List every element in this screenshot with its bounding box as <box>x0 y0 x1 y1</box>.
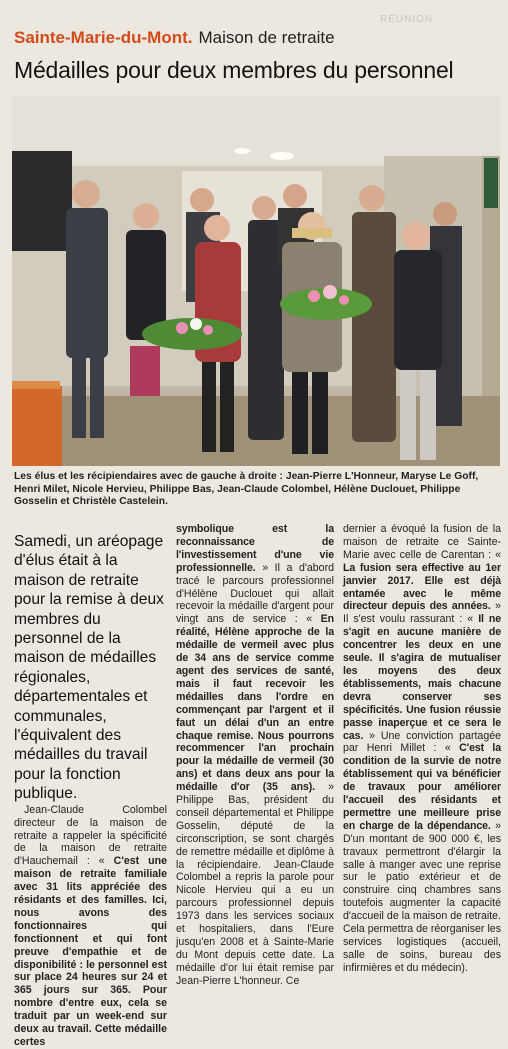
photo-caption: Les élus et les récipiendaires avec de gauche à droite : Jean-Pierre L'Honneur, Maryse Le Goff, Henri Milet, Nicole Hervieu, Philippe Bas, Jean-Claude Colombel, Hélène Duclouet, Philippe Gosselin et Christèle Castelein. <box>14 471 479 507</box>
kicker <box>14 28 335 48</box>
text-run: » D'un montant de 900 000 €, les travaux permettront d'élargir la salle à manger avec une reprise sur le patio extérieur et de construire cinq chambres sans toutefois augmenter la capacité d'accueil de la maison de retraite. Cela permettra de réorganiser les services logistiques (accueil, salle de soins, bureau des infirmières et du médecin). <box>343 819 501 974</box>
quote-run: Il ne s'agit en aucune manière de concentrer les deux en une seule. Il s'agira de mutualiser les moyens des deux établissements, mais chacune devra conserver ses spécificités. Une fusion réussie passe inaperçue et ce sera le cas. <box>343 613 501 742</box>
article-paragraph <box>14 804 167 1049</box>
quote-run: La fusion sera effective au 1er janvier 2017. Elle est déjà entamée avec le même directeur depuis des années. <box>343 561 501 613</box>
quote-run: C'est une maison de retraite familiale avec 31 lits appréciée des résidants et des familles. Ici, nous avons des fonctionnaires qui fonctionnent et qui font preuve d'empathie et de disponibilité : le personnel est sur place 24 heures sur 24 et 365 jours sur 365. Pour nombre d'entre eux, cela se traduit par un week-end sur deux au travail. Cette médaille certes <box>14 855 167 1048</box>
article-paragraph <box>176 523 334 988</box>
article-column-2 <box>176 523 334 988</box>
kicker-town: Sainte-Marie-du-Mont. <box>14 28 193 47</box>
article-headline: Médailles pour deux membres du personnel <box>14 57 454 83</box>
text-run: Jean-Claude Colombel directeur de la maison de retraite a rappeler la spécificité de la maison de retraite d'Hauchemail : « <box>14 803 167 868</box>
article-column-3 <box>343 523 501 975</box>
article-column-1 <box>14 532 167 1049</box>
quote-run: C'est la condition de la survie de notre établissement qui va bénéficier de travaux pour améliorer l'accueil des résidants et permettre une meilleure prise en charge de la dépendance. <box>343 742 501 832</box>
kicker-topic: Maison de retraite <box>198 28 335 47</box>
quote-run: En réalité, Hélène approche de la médaille de vermeil avec plus de 34 ans de service comme agent des services de santé, mais il faut recevoir les médailles dans l'ordre en commençant par l'argent et il faut un délai d'un an entre chaque remise. Nous pourrons recommencer l'an prochain pour la médaille de vermeil (30 ans) et dans deux ans pour la médaille d'or (35 ans). <box>176 613 334 794</box>
text-run: » Une conviction partagée par Henri Millet : « <box>343 729 501 755</box>
article-lead: Samedi, un aréopage d'élus était à la maison de retraite pour la remise à deux membres du personnel de la maison de médailles régionales, départementales et communales, l'équivalent des médailles du travail pour la fonction publique. <box>14 533 164 803</box>
text-run: » Il a d'abord tracé le parcours professionnel d'Hélène Duclouet qui allait recevoir la médaille d'argent pour vingt ans de service : « <box>176 561 334 626</box>
group-photo <box>12 96 500 466</box>
bleed-through-text: RÉUNION <box>380 14 434 25</box>
group-photo-illustration <box>12 96 500 466</box>
quote-run: symbolique est la reconnaissance de l'investissement d'une vie professionnelle. <box>176 523 334 574</box>
text-run: » Philippe Bas, président du conseil départemental et Philippe Gosselin, député de la circonscription, se sont chargés de remettre médaille et diplôme à la récipiendaire. Jean-Claude Colombel a repris la parole pour Nicole Hervieu qui a eu un parcours professionnel depuis 1973 dans les services sociaux et hospitaliers, dans l'Eure jusqu'en 2008 et à Sainte-Marie du Mont depuis cette date. La médaille d'or lui était remise par Jean-Pierre L'honneur. Ce <box>176 781 335 987</box>
text-run: dernier a évoqué la fusion de la maison de retraite ce Sainte-Marie avec celle de Carentan : « <box>343 523 501 561</box>
text-run: » Il s'est voulu rassurant : « <box>343 600 501 626</box>
article-paragraph <box>343 523 501 975</box>
